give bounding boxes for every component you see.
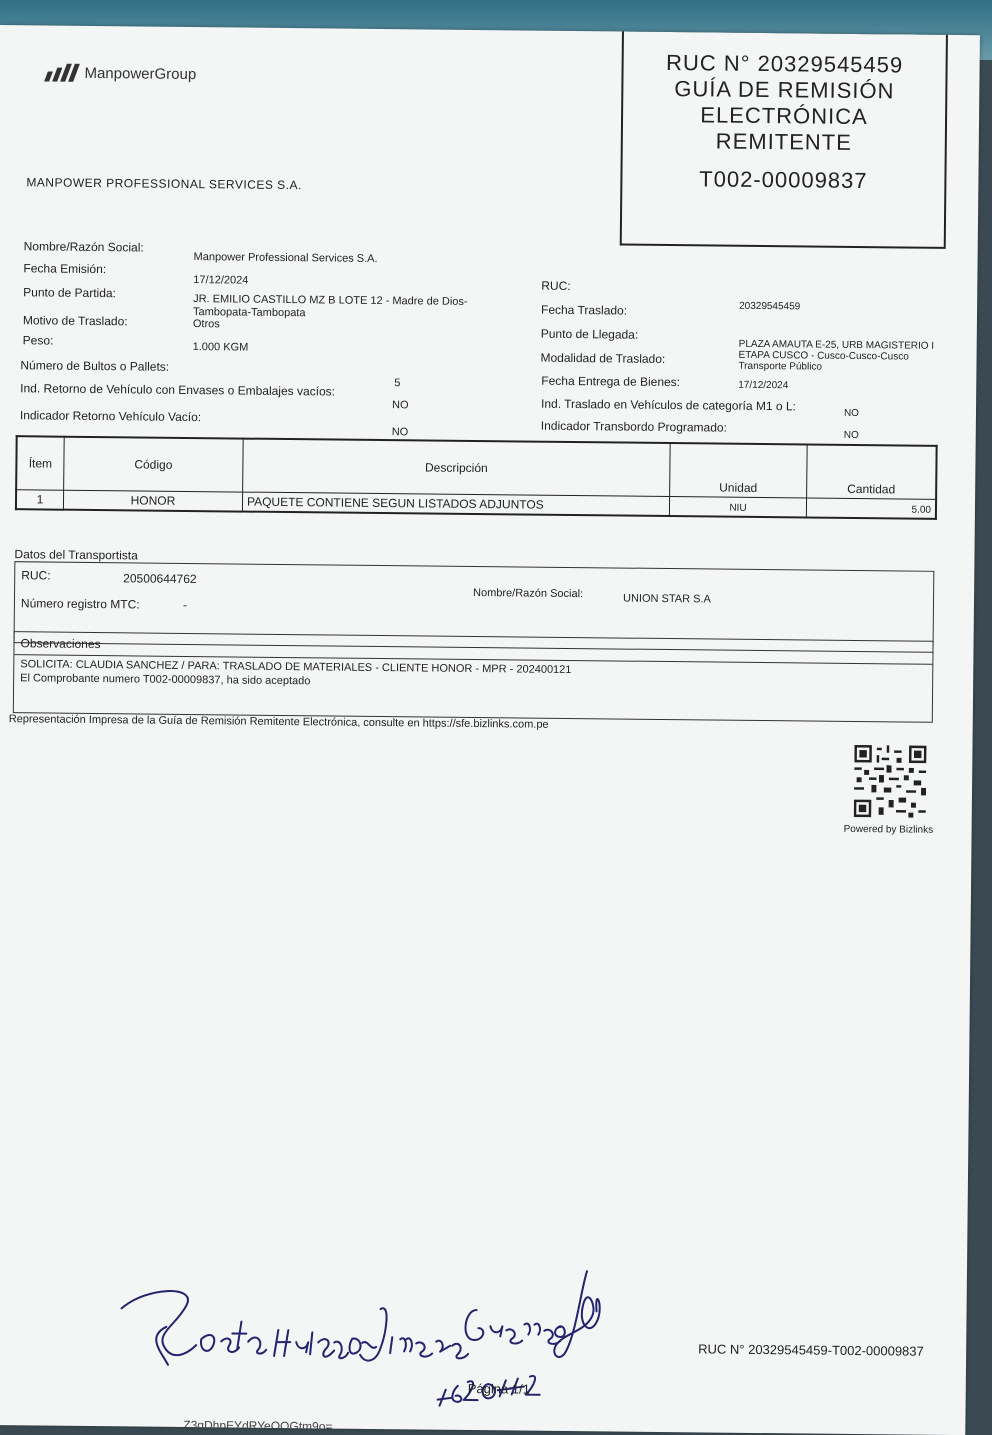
motivo-value: Otros (192, 318, 220, 331)
retorno-vacio-label: Indicador Retorno Vehículo Vacío: (19, 408, 202, 425)
cell-cantidad: 5.00 (806, 498, 936, 519)
powered-by: Powered by Bizlinks (843, 823, 934, 836)
punto-llegada-value-2: ETAPA CUSCO - Cusco-Cusco-Cusco (738, 349, 909, 363)
transbordo-label: Indicador Transbordo Programado: (540, 418, 728, 435)
observaciones-box (13, 631, 934, 723)
company-logo (47, 64, 196, 84)
bultos-label: Número de Bultos o Pallets: (20, 358, 170, 374)
doc-type-line2: ELECTRÓNICA (700, 102, 868, 130)
document-page (0, 25, 980, 1435)
punto-partida-value-1: JR. EMILIO CASTILLO MZ B LOTE 12 - Madre de Dios- (193, 293, 468, 308)
header-cantidad: Cantidad (807, 444, 937, 499)
fecha-emision-label: Fecha Emisión: (23, 261, 107, 277)
razon-social-label: Nombre/Razón Social: (23, 239, 144, 255)
logo-text: ManpowerGroup (84, 64, 197, 83)
peso-label: Peso: (22, 333, 54, 348)
handwritten-signature (105, 1236, 647, 1432)
page-number: Página 1/1 (467, 1380, 530, 1397)
items-table-header (16, 436, 937, 499)
bultos-value: 5 (394, 377, 401, 390)
representacion-note: Representación Impresa de la Guía de Remisión Remitente Electrónica, consulte en https://sfe.bizlinks.com.pe (8, 713, 549, 731)
observaciones-title: Observaciones (20, 636, 101, 652)
cell-descripcion: PAQUETE CONTIENE SEGUN LISTADOS ADJUNTOS (242, 492, 669, 516)
header-codigo: Código (64, 437, 244, 492)
transportista-mtc-value: - (182, 597, 188, 612)
retorno-envases-label: Ind. Retorno de Vehículo con Envases o Embalajes vacíos: (20, 381, 336, 399)
bottom-reference: RUC N° 20329545459-T002-00009837 (698, 1341, 924, 1359)
ruc-label-right: RUC: (541, 278, 571, 293)
qr-code (854, 741, 927, 822)
company-name: MANPOWER PROFESSIONAL SERVICES S.A. (26, 175, 302, 193)
doc-number: T002-00009837 (699, 166, 868, 194)
observaciones-line2: El Comprobante numero T002-00009837, ha sido aceptado (20, 672, 311, 688)
doc-type-line1: GUÍA DE REMISIÓN (674, 76, 895, 104)
m1-value: NO (843, 407, 860, 420)
punto-partida-value-2: Tambopata-Tambopata (192, 306, 306, 320)
header-unidad: Unidad (670, 443, 808, 498)
razon-social-value: Manpower Professional Services S.A. (193, 251, 378, 265)
peso-value: 1.000 KGM (192, 341, 249, 354)
transportista-mtc-label: Número registro MTC: (20, 596, 140, 612)
m1-label: Ind. Traslado en Vehículos de categoría M1 o L: (540, 396, 796, 414)
items-table (15, 435, 938, 520)
ruc-number: RUC N° 20329545459 (665, 49, 904, 78)
cell-unidad: NIU (669, 497, 806, 518)
punto-llegada-label: Punto de Llegada: (540, 326, 639, 342)
motivo-label: Motivo de Traslado: (22, 313, 128, 329)
punto-partida-label: Punto de Partida: (23, 285, 117, 301)
header-item: Ítem (16, 436, 64, 490)
manpower-logo-icon (44, 64, 80, 82)
cell-item: 1 (16, 490, 64, 510)
observaciones-line1: SOLICITA: CLAUDIA SANCHEZ / PARA: TRASLADO DE MATERIALES - CLIENTE HONOR - MPR - 202400121 (20, 658, 572, 677)
transportista-ruc-value: 20500644762 (123, 571, 197, 587)
doc-type-line3: REMITENTE (715, 128, 853, 155)
header-descripcion: Descripción (243, 439, 671, 497)
fecha-traslado-label: Fecha Traslado: (540, 302, 628, 318)
cell-codigo: HONOR (63, 490, 242, 511)
retorno-envases-value: NO (391, 399, 409, 412)
ruc-box (620, 30, 948, 249)
transportista-razon-label: Nombre/Razón Social: (473, 586, 584, 601)
fecha-entrega-label: Fecha Entrega de Bienes: (541, 373, 681, 390)
transportista-title: Datos del Transportista (14, 547, 138, 563)
hash-fragment: Z3gDhpEYdRYeOQGtm9o= (183, 1417, 333, 1434)
retorno-vacio-value: NO (391, 426, 409, 439)
punto-llegada-value-1: PLAZA AMAUTA E-25, URB MAGISTERIO I (738, 338, 935, 352)
transbordo-value: NO (843, 429, 859, 442)
modalidad-value: Transporte Público (738, 360, 823, 373)
fecha-emision-value: 17/12/2024 (193, 274, 249, 287)
transportista-ruc-label: RUC: (21, 568, 51, 583)
modalidad-label: Modalidad de Traslado: (540, 350, 666, 366)
ruc-value-right: 20329545459 (739, 300, 801, 313)
fecha-entrega-value: 17/12/2024 (738, 379, 789, 392)
transportista-razon-value: UNION STAR S.A (622, 592, 711, 606)
